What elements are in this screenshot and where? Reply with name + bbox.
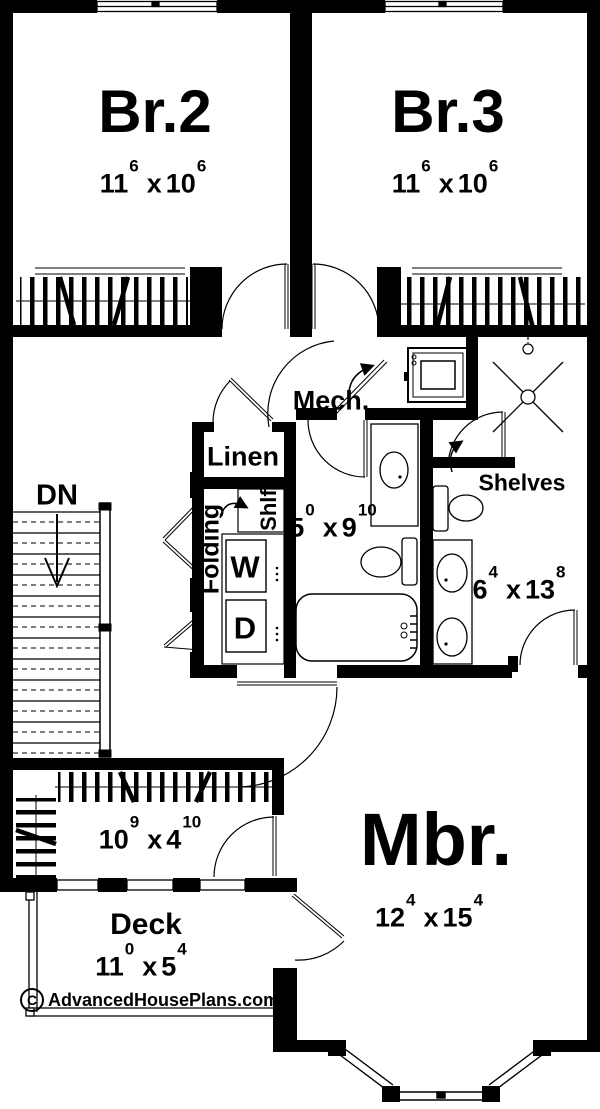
room-dim-mbr: $12^4x$ $15^4$ — [374, 890, 484, 933]
label-stairs-down: DN — [36, 479, 78, 512]
master-bath-double-vanity — [433, 540, 472, 664]
label-dryer: D — [233, 610, 257, 646]
label-washer: W — [230, 549, 260, 585]
room-label-deck: Deck — [110, 908, 182, 941]
master-bath-toilet — [433, 486, 483, 531]
staircase — [13, 503, 111, 757]
room-dim-master-bath: $6^4x$ $13^8$ — [472, 562, 566, 605]
room-label-mbr: Mbr. — [359, 798, 513, 881]
room-label-linen: Linen — [207, 441, 279, 472]
room-label-br2: Br.2 — [98, 78, 212, 145]
room-dim-br2: $11^6x$ $10^6$ — [99, 156, 207, 199]
label-folding: Folding — [196, 503, 225, 595]
label-shelves: Shelves — [478, 469, 566, 496]
furnace — [404, 348, 468, 402]
watermark-text: AdvancedHousePlans.com — [48, 989, 280, 1010]
room-dim-master-closet: $10^9x$ $4^{10}$ — [98, 812, 202, 855]
copyright-icon: C — [20, 988, 44, 1012]
bath-vanity-sink — [371, 424, 418, 526]
room-dim-bath: $5^0x$ $9^{10}$ — [289, 500, 377, 543]
label-shelf: Shlf. — [256, 483, 281, 531]
room-label-mech: Mech. — [292, 385, 370, 416]
room-dim-br3: $11^6x$ $10^6$ — [391, 156, 499, 199]
bath-toilet — [361, 538, 417, 585]
watermark — [20, 988, 279, 1012]
attic-access-symbol — [493, 362, 563, 432]
bay-window — [340, 1049, 542, 1100]
room-label-br3: Br.3 — [391, 78, 505, 145]
room-dim-deck: $11^0x$ $5^4$ — [95, 939, 187, 982]
bathtub — [296, 594, 417, 661]
